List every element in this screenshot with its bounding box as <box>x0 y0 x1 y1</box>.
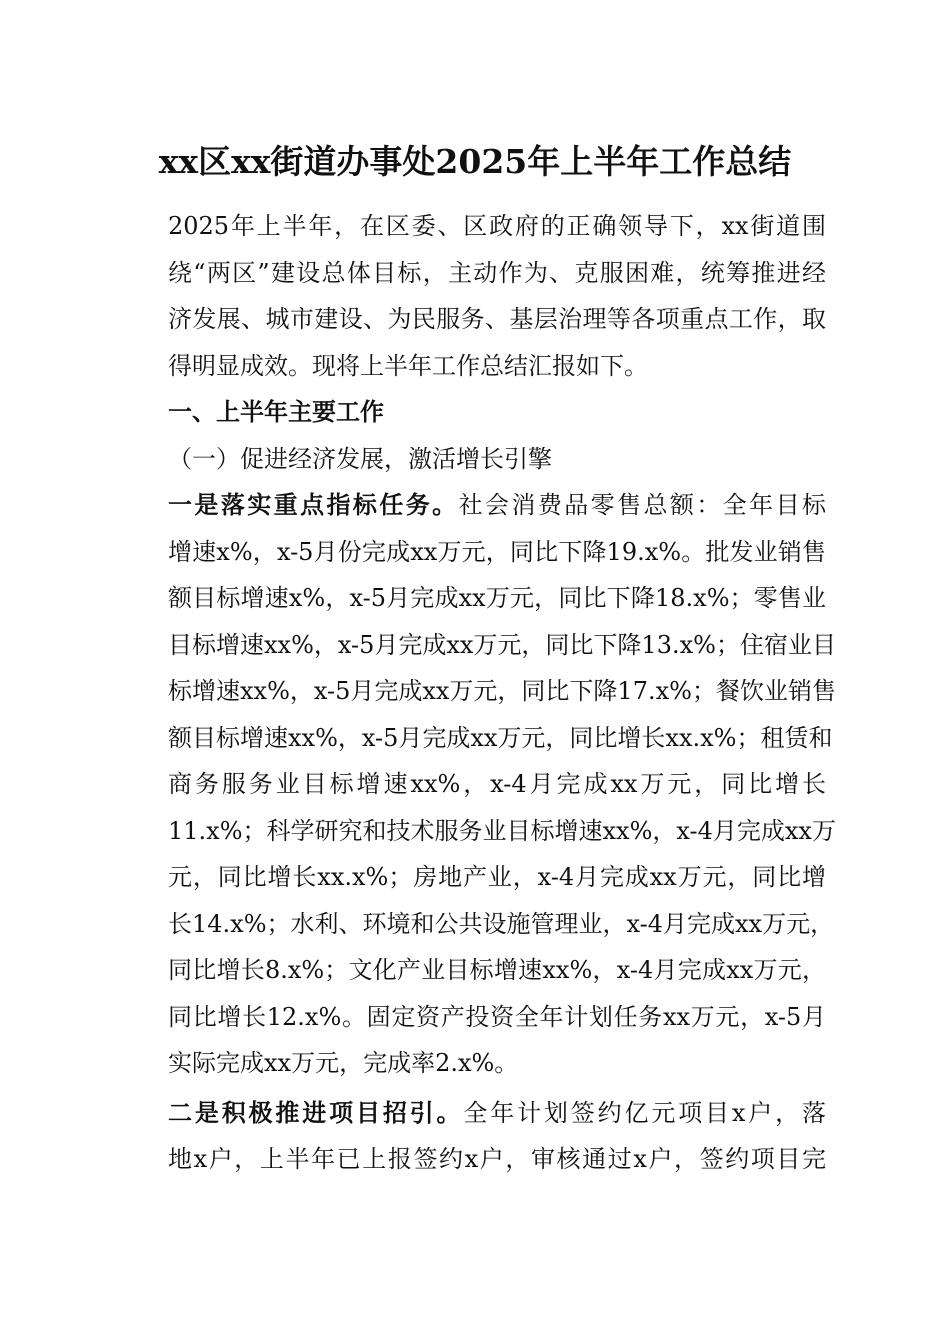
paragraph-lead: 一是落实重点指标任务。 <box>168 490 459 519</box>
subsection-heading: （一）促进经济发展，激活增长引擎 <box>168 444 552 473</box>
paragraph-line: 长14.x%；水利、环境和公共设施管理业，x-4月完成xx万元， <box>168 909 835 938</box>
paragraph-line: 同比增长8.x%；文化产业目标增速xx%，x-4月完成xx万元， <box>168 956 826 984</box>
paragraph-text: 全年计划签约亿元项目x户，落 <box>463 1098 826 1127</box>
intro-line: 绕“两区”建设总体目标，主动作为、克服困难，统筹推进经 <box>168 258 826 287</box>
paragraph-line <box>120 1090 826 1137</box>
paragraph-line: 增速x%，x-5月份完成xx万元，同比下降19.x%。批发业销售 <box>168 537 826 566</box>
paragraph-line: 额目标增速xx%，x-5月完成xx万元，同比增长xx.x%；租赁和 <box>168 723 833 752</box>
paragraph-line: 实际完成xx万元，完成率2.x%。 <box>168 1049 519 1077</box>
paragraph-line: 地x户，上半年已上报签约x户，审核通过x户，签约项目完 <box>168 1145 826 1173</box>
page-title: xx区xx街道办事处2025年上半年工作总结 <box>158 142 792 181</box>
section-heading: 一、上半年主要工作 <box>168 398 384 426</box>
paragraph-key-indicators <box>120 482 836 1087</box>
intro-paragraph <box>120 203 826 389</box>
paragraph-lead: 二是积极推进项目招引。 <box>168 1097 464 1127</box>
paragraph-project-attraction <box>120 1090 826 1183</box>
intro-line: 得明显成效。现将上半年工作总结汇报如下。 <box>168 351 648 380</box>
paragraph-line: 额目标增速x%，x-5月完成xx万元，同比下降18.x%；零售业 <box>168 584 826 612</box>
paragraph-line <box>120 482 826 529</box>
paragraph-line: 元，同比增长xx.x%；房地产业，x-4月完成xx万元，同比增 <box>168 863 826 891</box>
intro-line: 济发展、城市建设、为民服务、基层治理等各项重点工作，取 <box>168 305 826 333</box>
paragraph-text: 社会消费品零售总额：全年目标 <box>458 491 827 519</box>
intro-line: 2025年上半年，在区委、区政府的正确领导下，xx街道围 <box>168 212 826 240</box>
paragraph-line: 同比增长12.x%。固定资产投资全年计划任务xx万元，x-5月 <box>168 1002 826 1031</box>
paragraph-line: 标增速xx%，x-5月完成xx万元，同比下降17.x%；餐饮业销售 <box>168 677 836 705</box>
paragraph-line: 目标增速xx%，x-5月完成xx万元，同比下降13.x%；住宿业目 <box>168 630 836 659</box>
paragraph-line: 商务服务业目标增速xx%，x-4月完成xx万元，同比增长 <box>168 770 826 798</box>
paragraph-line: 11.x%；科学研究和技术服务业目标增速xx%，x-4月完成xx万 <box>168 816 836 845</box>
document-body <box>120 203 836 1183</box>
